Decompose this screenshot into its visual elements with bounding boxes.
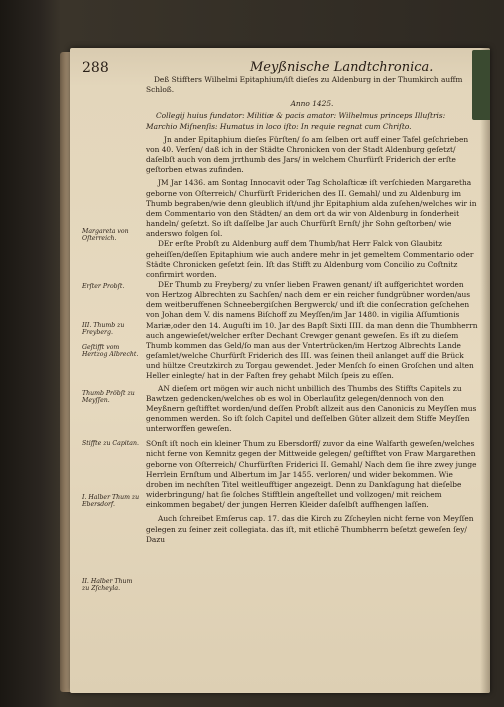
paragraph: DEr erſte Probſt zu Aldenburg auff dem Thumb/hat Herr Falck von Glaubitz geheiſſen/deſſen Epitaphium wie auch andere mehr in jet gemeltem Commentario oder Städte Chronicken geſetzt ſein. Iſt das Stifft zu Aldenburg vom Concilio zu Coſtnitz confirmirt worden. (146, 239, 474, 279)
running-title: Meyßnische Landtchronica. (250, 60, 434, 75)
paragraph: SOnſt iſt noch ein kleiner Thum zu Ebersdorff/ zuvor da eine Walfarth geweſen/welches nicht ferne von Kemnitz gegen der Mittweide gelegen/ geſtifftet von Fraw Margarethen geborne von Oſterreich/ Churfürſten Friderici II. Gemahl/ Nach dem ſie ihre zwey junge Herrlein Ernſtum und Albertum im Jar 1455. verloren/ und wider bekommen. Wie droben im nechſten Titel weitleufftiger angezeigt. Denn zu Dankſagung hat dieſelbe widerbringung/ hat ſie ſolches Stifftlein angeſtellet und vollzogen/ mit reichem einkommen begabet/ der jungen Herren Kleider daſelbſt auffhengen laſſen. (146, 439, 477, 510)
paragraph: Deß Stiffters Wilhelmi Epitaphium/iſt dieſes zu Aldenburg in der Thumkirch auffm Schloß. (146, 75, 463, 95)
paragraph: DEr Thumb zu Freyberg/ zu vnſer lieben Frawen genant/ iſt auffgerichtet worden von Hertzog Albrechten zu Sachſen/ nach dem er ein reicher fundgrübner worden/aus dem weitberuffenen Schneebergiſchen Bergwerck/ und iſt die conſecration geſchehen von Johan dem V. dis namens Biſchoff zu Meyſſen/im Jar 1480. in vigilia Aſſumtionis Mariæ,oder den 14. Auguſti im 10. Jar des Bapſt Sixti IIII. da man denn die Thumbherrn auch angewieſet/welcher erſter Dechant Crewger genant geweſen. Es iſt zu dieſem Thumb kommen das Geld/ſo man aus der Vntertrücken/im Hertzog Albrechts Lande geſamlet/welche Churfürſt Friderich des III. was ſeinen theil anlanget auff die Brück und hültze Creutzkirch zu Torgau gewendet. Jeder Menſch ſo einen Groſchen und alten Heller einlegte/ hat in der Faſten frey gehabt Milch ſpeis zu eſſen. (146, 279, 478, 381)
body-text (146, 75, 478, 545)
margin-note: Geſtifft vom Hertzog Albrecht. (82, 344, 139, 359)
margin-note: Margareta von Oſterreich. (82, 228, 129, 243)
paragraph: Auch ſchreibet Emſerus cap. 17. das die Kirch zu Zſcheylen nicht ferne von Meyſſen gelegen zu ſeiner zeit collegiata. das iſt, mit etlichē Thumbherrn beſetzt geweſen ſey/ Dazu (146, 514, 474, 544)
margin-note: III. Thumb zu Freyberg. (82, 322, 125, 337)
margin-note: I. Halber Thum zu Ebersdorf. (82, 494, 140, 509)
margin-note: Erſter Probſt. (82, 283, 125, 290)
margin-note: Stiffte zu Capitan. (82, 440, 139, 447)
margin-note: Thumb Pröbſt zu Meyſſen. (82, 390, 135, 405)
paragraph: AN dieſem ort mögen wir auch nicht unbillich des Thumbs des Stiffts Capitels zu Bawtzen gedencken/welches ob es wol in Oberlauſitz gelegen/dennoch von den Meyßnern geſtifftet worden/und deſſen Probſt allzeit aus den Canonicis zu Meyſſen mus genommen werden. So iſt ſolch Capitel und deſſelben Güter allzeit dem Stiffe Meyſſen unterworffen geweſen. (146, 383, 477, 434)
paragraph: JM Jar 1436. am Sontag Innocavit oder Tag Scholaſticæ iſt verſchieden Margaretha geborne von Oſterreich/ Churfürſt Friderichen des II. Gemahl/ und zu Aldenburg im Thumb begraben/wie denn gleublich iſt/und jhr Epitaphium alda zuſehen/welches wir in dem Commentario von den Städten/ an dem ort da wir von Aldenburg in ſonderheit handeln/ geſetzt. So iſt daſſelbe Jar auch Churfürſt Ernſt/ jhr Sohn geſtorben/ wie anderswo folgen ſol. (146, 178, 477, 239)
page-shadow (480, 48, 490, 693)
paragraph: Jn ander Epitaphium dieſes Fürſten/ ſo am ſelben ort auff einer Tafel geſchrieben von 40. Verſen/ daß ich in der Städte Chronicken von der Stadt Aldenburg geſetzt/ daſelbſt auch von dem jrrthumb des Jars/ in welchem Churfürſt Friderich der erſte geſtorben etwas zufinden. (146, 134, 469, 175)
paragraph: Collegij huius fundator: Militiæ & pacis amator: Wilhelmus princeps Illuſtris: Marchio Miſnenſis: Humatus in loco iſto: In requie regnat cum Chriſto. (146, 111, 446, 131)
page-number: 288 (82, 60, 109, 76)
paragraph: Anno 1425. (290, 99, 334, 109)
margin-note: II. Halber Thum zu Zſcheyla. (82, 578, 133, 593)
